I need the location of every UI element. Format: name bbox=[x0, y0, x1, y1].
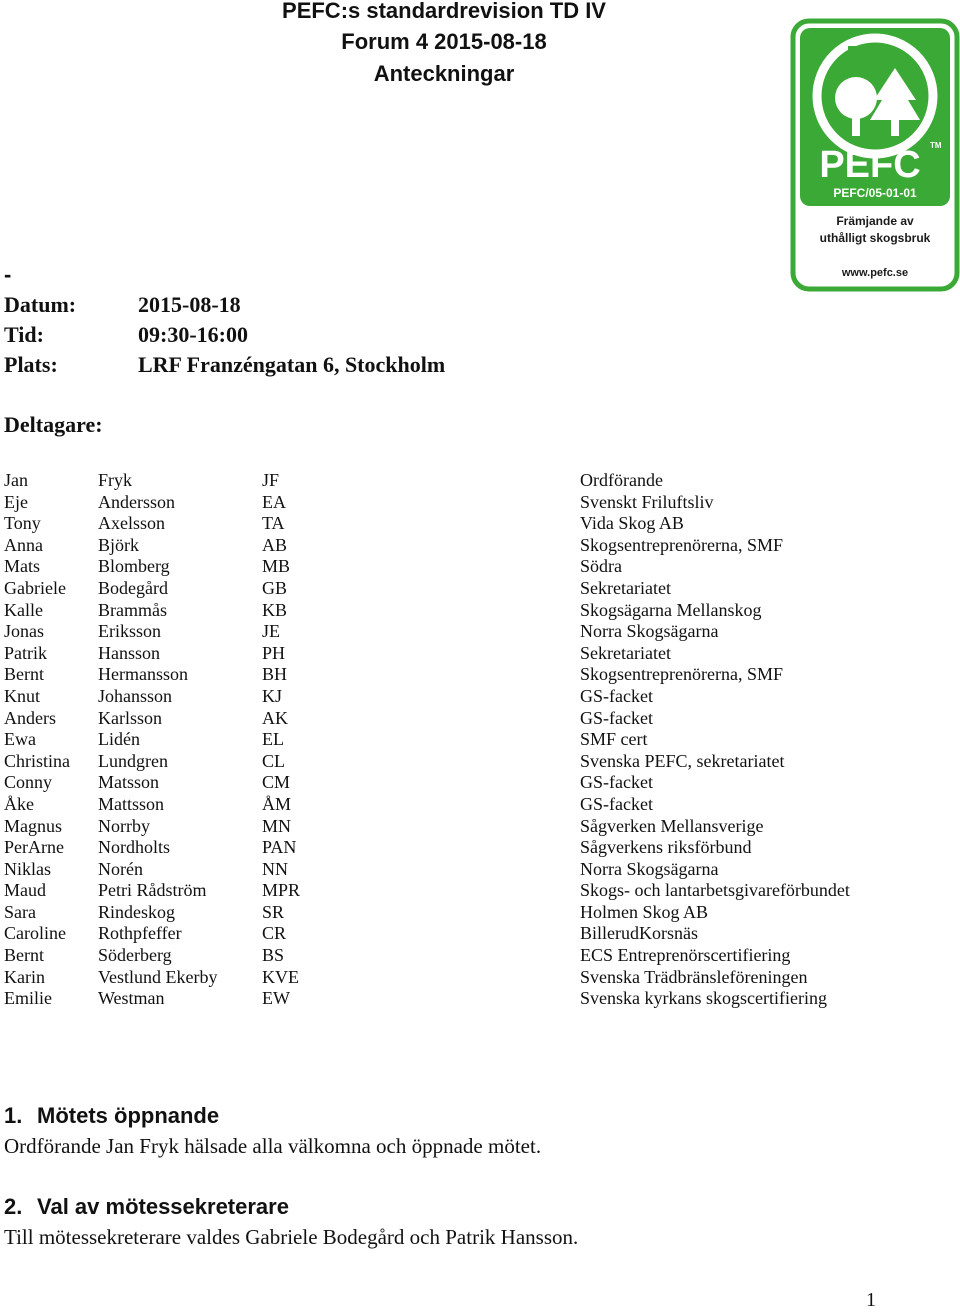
participant-first-name: Bernt bbox=[4, 664, 44, 685]
participant-organization: BillerudKorsnäs bbox=[580, 923, 698, 944]
participant-last-name: Andersson bbox=[98, 491, 175, 512]
participant-last-name: Mattsson bbox=[98, 793, 165, 814]
participant-first-name: PerArne bbox=[4, 837, 64, 858]
place-value: LRF Franzéngatan 6, Stockholm bbox=[138, 352, 446, 377]
participant-organization: Sågverkens riksförbund bbox=[580, 837, 752, 858]
logo-url: www.pefc.se bbox=[841, 267, 909, 279]
participant-initials: CR bbox=[262, 923, 287, 944]
participant-initials: EA bbox=[262, 491, 286, 512]
participant-organization: GS-facket bbox=[580, 772, 653, 793]
participant-row bbox=[4, 600, 904, 622]
participant-first-name: Magnus bbox=[4, 815, 62, 836]
section-number: 2. bbox=[4, 1194, 23, 1219]
participant-initials: AB bbox=[262, 534, 288, 555]
participant-row bbox=[4, 772, 904, 794]
participant-initials: JF bbox=[262, 470, 280, 490]
participant-first-name: Jonas bbox=[4, 621, 44, 642]
participant-initials: ÅM bbox=[262, 793, 292, 814]
participant-organization: Norra Skogsägarna bbox=[580, 621, 719, 642]
participant-row bbox=[4, 988, 904, 1010]
time-value: 09:30-16:00 bbox=[138, 322, 248, 347]
participant-organization: Svenskt Friluftsliv bbox=[580, 491, 714, 512]
participant-row bbox=[4, 923, 904, 945]
participant-row bbox=[4, 708, 904, 730]
participant-initials: BS bbox=[262, 945, 285, 966]
participant-last-name: Blomberg bbox=[98, 556, 170, 577]
participant-row bbox=[4, 492, 904, 514]
participant-initials: BH bbox=[262, 664, 288, 685]
participant-organization: Svenska Trädbränsleföreningen bbox=[580, 966, 808, 987]
participant-row bbox=[4, 945, 904, 967]
participant-initials: MB bbox=[262, 556, 291, 577]
section-number: 1. bbox=[4, 1103, 23, 1128]
participant-first-name: Conny bbox=[4, 772, 53, 793]
participant-last-name: Vestlund Ekerby bbox=[98, 966, 218, 987]
participant-last-name: Matsson bbox=[98, 772, 160, 793]
participant-last-name: Björk bbox=[98, 534, 140, 555]
page-number: 1 bbox=[866, 1289, 876, 1311]
participant-first-name: Maud bbox=[4, 880, 46, 901]
participant-first-name: Sara bbox=[4, 901, 36, 922]
participant-last-name: Fryk bbox=[98, 470, 133, 490]
participant-first-name: Ewa bbox=[4, 729, 36, 750]
participant-row bbox=[4, 664, 904, 686]
participant-organization: Skogs- och lantarbetsgivareförbundet bbox=[580, 880, 850, 901]
participant-initials: GB bbox=[262, 577, 288, 598]
participant-last-name: Johansson bbox=[98, 685, 173, 706]
participant-organization: Vida Skog AB bbox=[580, 513, 684, 534]
participant-initials: CL bbox=[262, 750, 286, 771]
participant-last-name: Lundgren bbox=[98, 750, 168, 771]
participant-row bbox=[4, 643, 904, 665]
participant-initials: SR bbox=[262, 901, 285, 922]
logo-code: PEFC/05-01-01 bbox=[833, 186, 917, 200]
participant-first-name: Kalle bbox=[4, 599, 43, 620]
participant-last-name: Westman bbox=[98, 988, 165, 1009]
participant-row bbox=[4, 859, 904, 881]
logo-tagline-2: uthålligt skogsbruk bbox=[819, 231, 931, 245]
participant-organization: GS-facket bbox=[580, 793, 653, 814]
participant-row bbox=[4, 837, 904, 859]
document-heading: Anteckningar bbox=[373, 61, 515, 86]
document-title: PEFC:s standardrevision TD IV bbox=[282, 0, 606, 23]
participant-last-name: Axelsson bbox=[98, 513, 165, 534]
participant-organization: GS-facket bbox=[580, 685, 653, 706]
participant-row bbox=[4, 880, 904, 902]
participant-initials: EL bbox=[262, 729, 284, 750]
participant-row bbox=[4, 751, 904, 773]
participant-last-name: Brammås bbox=[98, 599, 167, 620]
participant-initials: EW bbox=[262, 988, 290, 1009]
participant-first-name: Eje bbox=[4, 491, 28, 512]
participant-organization: Norra Skogsägarna bbox=[580, 858, 719, 879]
logo-tagline-1: Främjande av bbox=[836, 214, 914, 228]
participant-organization: Holmen Skog AB bbox=[580, 901, 709, 922]
participant-last-name: Lidén bbox=[98, 729, 140, 750]
participant-first-name: Karin bbox=[4, 966, 45, 987]
participant-first-name: Bernt bbox=[4, 945, 44, 966]
participant-organization: Sekretariatet bbox=[580, 642, 671, 663]
section-heading-1 bbox=[4, 1102, 219, 1130]
participant-initials: AK bbox=[262, 707, 288, 728]
participant-row bbox=[4, 621, 904, 643]
participant-initials: MPR bbox=[262, 880, 301, 901]
participant-first-name: Emilie bbox=[4, 988, 52, 1009]
participants-heading: Deltagare: bbox=[4, 412, 103, 437]
participant-first-name: Gabriele bbox=[4, 577, 66, 598]
separator-dash: - bbox=[4, 262, 12, 287]
participant-row bbox=[4, 556, 904, 578]
participant-first-name: Mats bbox=[4, 556, 40, 577]
participant-row bbox=[4, 729, 904, 751]
participant-organization: Skogsägarna Mellanskog bbox=[580, 599, 762, 620]
participant-last-name: Petri Rådström bbox=[98, 880, 207, 901]
participant-first-name: Caroline bbox=[4, 923, 66, 944]
participant-organization: GS-facket bbox=[580, 707, 653, 728]
participant-initials: KJ bbox=[262, 685, 283, 706]
participant-organization: Svenska kyrkans skogscertifiering bbox=[580, 988, 827, 1009]
participant-row bbox=[4, 967, 904, 989]
section-heading-2 bbox=[4, 1193, 289, 1221]
document-subtitle: Forum 4 2015-08-18 bbox=[341, 29, 547, 54]
participant-initials: KVE bbox=[262, 966, 299, 987]
place-label: Plats: bbox=[4, 352, 58, 377]
participant-last-name: Norrby bbox=[98, 815, 150, 836]
participant-last-name: Karlsson bbox=[98, 707, 162, 728]
participant-last-name: Söderberg bbox=[98, 945, 172, 966]
date-label: Datum: bbox=[4, 292, 77, 317]
participant-organization: ECS Entreprenörscertifiering bbox=[580, 945, 791, 966]
participant-initials: NN bbox=[262, 858, 288, 879]
participants-list bbox=[4, 470, 904, 1010]
participant-first-name: Christina bbox=[4, 750, 70, 771]
pefc-logo bbox=[790, 18, 960, 292]
participant-organization: SMF cert bbox=[580, 729, 648, 750]
participant-organization: Sågverken Mellansverige bbox=[580, 815, 764, 836]
section-text-2: Till mötessekreterare valdes Gabriele Bodegård och Patrik Hansson. bbox=[4, 1225, 579, 1249]
section-title: Mötets öppnande bbox=[37, 1103, 220, 1128]
participant-initials: PAN bbox=[262, 837, 297, 858]
participant-first-name: Anna bbox=[4, 534, 43, 555]
participant-first-name: Anders bbox=[4, 707, 56, 728]
logo-brand: PEFC bbox=[819, 144, 921, 186]
logo-trademark: TM bbox=[930, 141, 942, 150]
participant-last-name: Hermansson bbox=[98, 664, 188, 685]
participant-row bbox=[4, 513, 904, 535]
participant-row bbox=[4, 794, 904, 816]
participant-organization: Skogsentreprenörerna, SMF bbox=[580, 534, 783, 555]
participant-initials: CM bbox=[262, 772, 291, 793]
participant-first-name: Jan bbox=[4, 470, 28, 490]
section-title: Val av mötessekreterare bbox=[37, 1194, 289, 1219]
participant-row bbox=[4, 578, 904, 600]
participant-organization: Ordförande bbox=[580, 470, 663, 490]
participant-organization: Sekretariatet bbox=[580, 577, 671, 598]
participant-organization: Södra bbox=[580, 556, 622, 577]
date-value: 2015-08-18 bbox=[138, 292, 241, 317]
participant-row bbox=[4, 686, 904, 708]
participant-first-name: Knut bbox=[4, 685, 40, 706]
participant-initials: KB bbox=[262, 599, 288, 620]
time-label: Tid: bbox=[4, 322, 44, 347]
participant-last-name: Nordholts bbox=[98, 837, 170, 858]
participant-last-name: Rindeskog bbox=[98, 901, 176, 922]
participant-initials: JE bbox=[262, 621, 280, 642]
participant-organization: Skogsentreprenörerna, SMF bbox=[580, 664, 783, 685]
participant-initials: MN bbox=[262, 815, 292, 836]
participant-last-name: Rothpfeffer bbox=[98, 923, 182, 944]
participant-initials: TA bbox=[262, 513, 285, 534]
participant-row bbox=[4, 816, 904, 838]
participant-row bbox=[4, 535, 904, 557]
participant-initials: PH bbox=[262, 642, 286, 663]
participant-row bbox=[4, 470, 904, 492]
participant-organization: Svenska PEFC, sekretariatet bbox=[580, 750, 785, 771]
participant-row bbox=[4, 902, 904, 924]
participant-first-name: Patrik bbox=[4, 642, 47, 663]
participant-first-name: Åke bbox=[4, 793, 34, 814]
participant-last-name: Hansson bbox=[98, 642, 160, 663]
section-text-1: Ordförande Jan Fryk hälsade alla välkomna och öppnade mötet. bbox=[4, 1134, 542, 1158]
participant-last-name: Norén bbox=[98, 858, 143, 879]
participant-last-name: Bodegård bbox=[98, 577, 168, 598]
participant-last-name: Eriksson bbox=[98, 621, 161, 642]
participant-first-name: Tony bbox=[4, 513, 41, 534]
participant-first-name: Niklas bbox=[4, 858, 51, 879]
